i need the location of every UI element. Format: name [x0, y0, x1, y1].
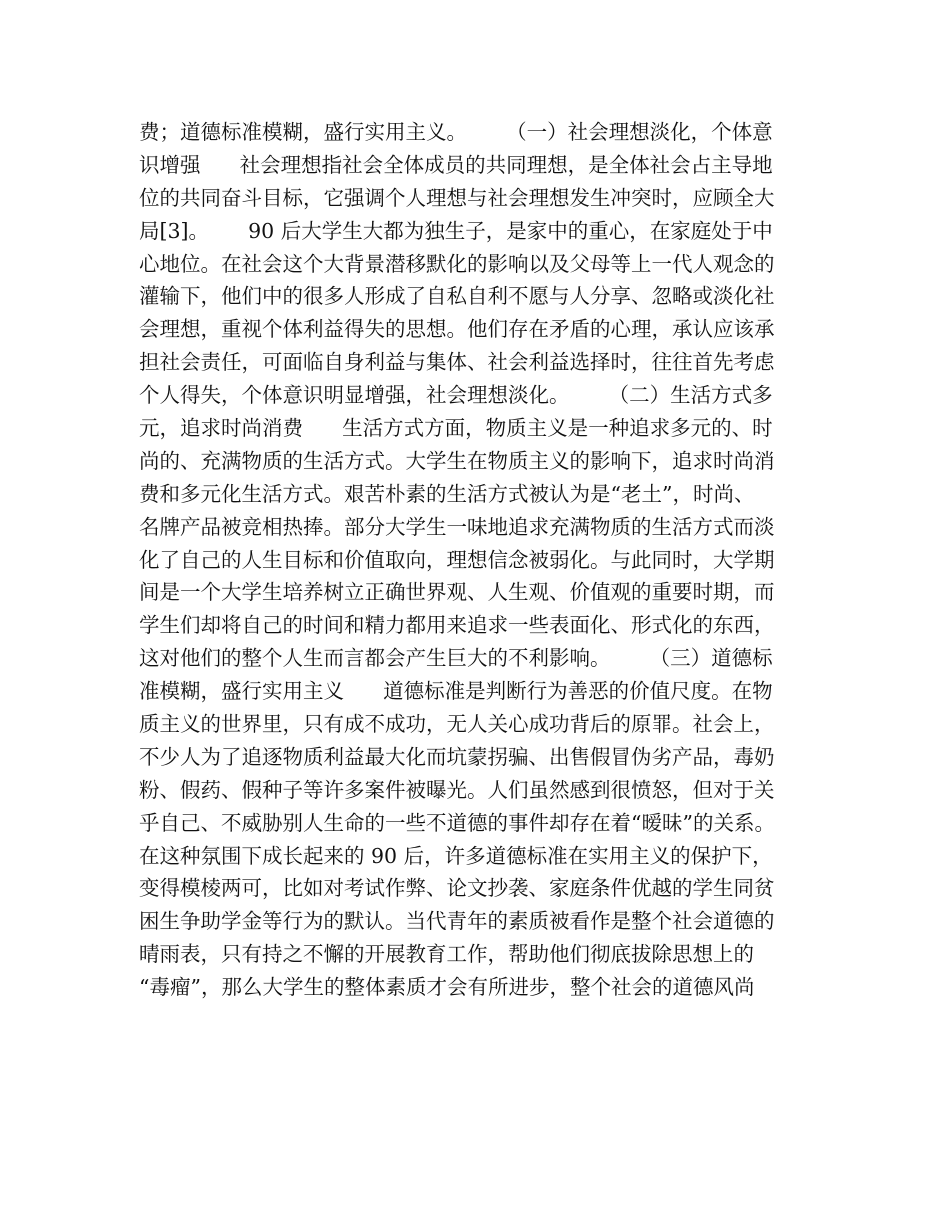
text-line: 乎自己、不威胁别人生命的一些不道德的事件却存在着“暧昧”的关系。 — [139, 810, 775, 835]
text-line: 位的共同奋斗目标，它强调个人理想与社会理想发生冲突时，应顾全大 — [139, 185, 775, 210]
text-line: 识增强 社会理想指社会全体成员的共同理想，是全体社会占主导地 — [139, 152, 773, 177]
text-line: 个人得失，个体意识明显增强，社会理想淡化。 （二）生活方式多 — [139, 383, 773, 408]
text-line: 在这种氛围下成长起来的 90 后，许多道德标准在实用主义的保护下， — [139, 843, 773, 868]
text-line: 灌输下，他们中的很多人形成了自私自利不愿与人分享、忽略或淡化社 — [139, 284, 775, 309]
text-line: 化了自己的人生目标和价值取向，理想信念被弱化。与此同时，大学期 — [139, 547, 775, 572]
text-line: 担社会责任，可面临自身利益与集体、社会利益选择时，往往首先考虑 — [139, 350, 775, 375]
text-line: 困生争助学金等行为的默认。当代青年的素质被看作是整个社会道德的 — [139, 909, 775, 934]
text-line: 费；道德标准模糊，盛行实用主义。 （一）社会理想淡化，个体意 — [139, 120, 773, 144]
text-line: 元，追求时尚消费 生活方式方面，物质主义是一种追求多元的、时 — [139, 416, 773, 441]
text-line: 名牌产品被竞相热捧。部分大学生一味地追求充满物质的生活方式而淡 — [139, 514, 775, 539]
text-line: 会理想，重视个体利益得失的思想。他们存在矛盾的心理，承认应该承 — [139, 317, 775, 342]
text-line: 学生们却将自己的时间和精力都用来追求一些表面化、形式化的东西， — [139, 613, 775, 638]
text-line: 心地位。在社会这个大背景潜移默化的影响以及父母等上一代人观念的 — [139, 251, 775, 276]
text-line: 不少人为了追逐物质利益最大化而坑蒙拐骗、出售假冒伪劣产品，毒奶 — [139, 744, 775, 769]
text-line: 局[3]。 90 后大学生大都为独生子，是家中的重心，在家庭处于中 — [139, 218, 773, 243]
text-line: “毒瘤”，那么大学生的整体素质才会有所进步，整个社会的道德风尚 — [139, 975, 755, 1000]
text-line: 变得模棱两可，比如对考试作弊、论文抄袭、家庭条件优越的学生同贫 — [139, 876, 775, 901]
text-line: 准模糊，盛行实用主义 道德标准是判断行为善恶的价值尺度。在物 — [139, 679, 773, 704]
body-text — [139, 116, 839, 1004]
text-line: 费和多元化生活方式。艰苦朴素的生活方式被认为是“老土”，时尚、 — [139, 481, 755, 506]
text-line: 尚的、充满物质的生活方式。大学生在物质主义的影响下，追求时尚消 — [139, 448, 775, 473]
text-line: 质主义的世界里，只有成不成功，无人关心成功背后的原罪。社会上， — [139, 712, 775, 737]
text-line: 间是一个大学生培养树立正确世界观、人生观、价值观的重要时期，而 — [139, 580, 775, 605]
text-line: 粉、假药、假种子等许多案件被曝光。人们虽然感到很愤怒，但对于关 — [139, 777, 775, 802]
text-line: 晴雨表，只有持之不懈的开展教育工作，帮助他们彻底拔除思想上的 — [139, 942, 754, 967]
text-line: 这对他们的整个人生而言都会产生巨大的不利影响。 （三）道德标 — [139, 646, 773, 671]
